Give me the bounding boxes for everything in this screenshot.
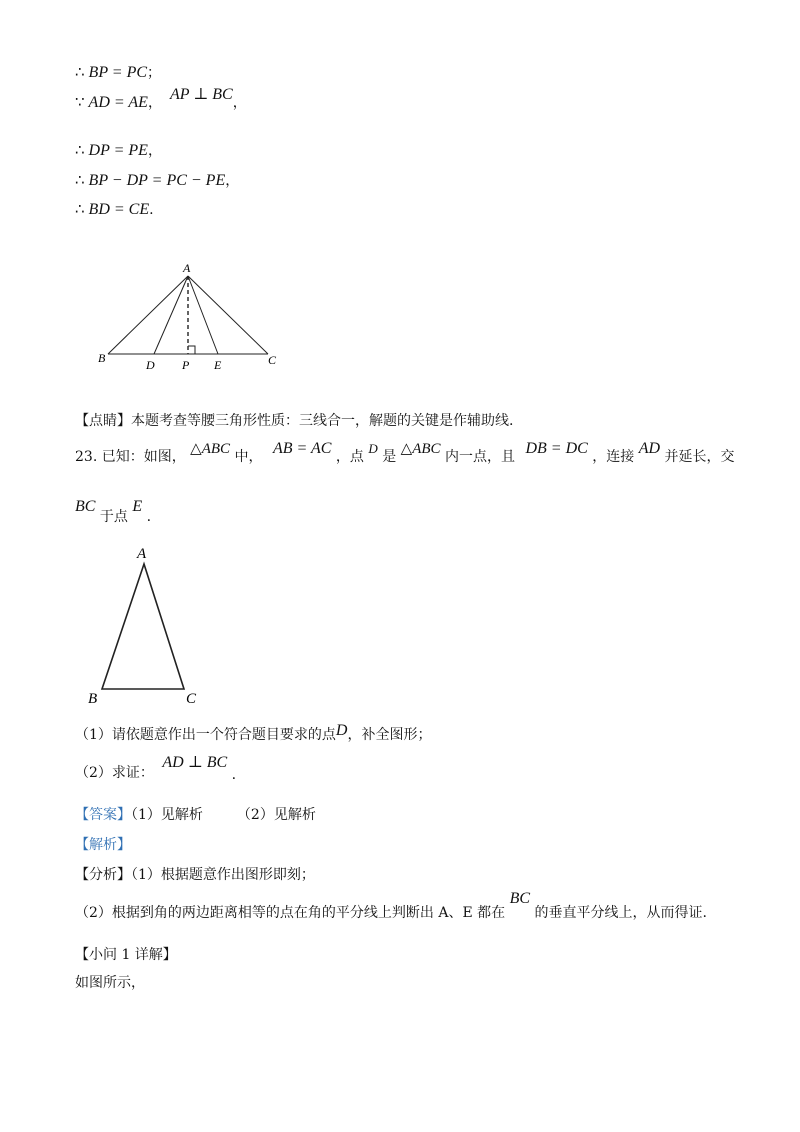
- text-segment: （1）请依题意作出一个符合题目要求的点: [75, 727, 336, 743]
- punctuation: ，: [232, 95, 247, 111]
- therefore-symbol: ∴: [75, 171, 85, 189]
- proof-line-1: [75, 62, 161, 82]
- answer-label: 【答案】: [75, 807, 131, 823]
- segment-AD: [154, 276, 188, 354]
- label-B: B: [98, 351, 106, 365]
- math-triangle: △ABC: [190, 441, 231, 457]
- math-expression: BP = PC: [88, 64, 148, 81]
- punctuation: .: [231, 767, 237, 783]
- fenxi-line: [75, 864, 315, 884]
- text-segment: ，补全图形；: [347, 727, 432, 743]
- label-A: A: [183, 261, 191, 275]
- text-segment: ，连接: [592, 449, 635, 465]
- text-segment: （2）根据到角的两边距离相等的点在角的平分线上判断出 A、E 都在: [75, 905, 506, 921]
- question-23-line-1: [75, 438, 734, 472]
- because-symbol: ∵: [75, 93, 85, 111]
- proof-line-3: [75, 140, 162, 160]
- text-segment: 中，: [234, 449, 263, 465]
- math-point: E: [132, 498, 143, 515]
- answer-line: [75, 804, 316, 824]
- text-segment: 是: [382, 449, 397, 465]
- sub-question-1: [75, 724, 431, 744]
- question-number: 23. 已知：如图，: [75, 449, 186, 465]
- label-A: A: [137, 546, 147, 562]
- text-segment: （2）求证：: [75, 765, 154, 781]
- label-C: C: [268, 353, 277, 367]
- sub-question-2: [75, 752, 236, 782]
- answer-1: （1）见解析: [131, 807, 203, 823]
- math-segment: AD: [638, 440, 661, 457]
- punctuation: ，: [225, 173, 240, 189]
- math-expression: BP − DP = PC − PE: [88, 172, 226, 189]
- segment-AC: [188, 276, 268, 354]
- triangle-ABC: [102, 564, 184, 689]
- punctuation: ，: [147, 95, 162, 111]
- math-expression: DB = DC: [525, 440, 588, 457]
- xiaowen-heading: 【小问 1 详解】: [75, 947, 177, 963]
- math-expression: AB = AC: [272, 440, 332, 457]
- punctuation: .: [149, 202, 154, 218]
- jiexi-label: 【解析】: [75, 837, 131, 853]
- math-expression: DP = PE: [88, 142, 148, 159]
- punctuation: ；: [147, 65, 162, 81]
- segment-AB: [108, 276, 188, 354]
- label-P: P: [182, 358, 190, 372]
- math-expression: AD ⊥ BC: [162, 754, 228, 771]
- math-expression: AD = AE: [88, 94, 148, 111]
- figure-isosceles-triangle-ABC: [80, 540, 220, 712]
- proof-line-4: [75, 170, 239, 190]
- fenxi-text: （1）根据题意作出图形即刻；: [131, 867, 315, 883]
- punctuation: .: [146, 509, 152, 525]
- fenxi-line-2: [75, 888, 707, 922]
- dianjing-note: 【点睛】本题考查等腰三角形性质：三线合一，解题的关键是作辅助线.: [75, 413, 514, 429]
- proof-line-2: [75, 86, 247, 112]
- label-B: B: [88, 691, 98, 707]
- label-C: C: [186, 691, 197, 707]
- label-D: D: [146, 358, 155, 372]
- math-segment: BC: [509, 890, 531, 907]
- fenxi-label: 【分析】: [75, 867, 131, 883]
- label-E: E: [214, 358, 222, 372]
- math-expression: BD = CE: [88, 201, 150, 218]
- question-23-line-2: [75, 496, 152, 525]
- math-expression: AP ⊥ BC: [169, 86, 233, 103]
- text-segment: 并延长，交: [664, 449, 735, 465]
- math-segment: BC: [75, 498, 96, 515]
- text-segment: 内一点，且: [444, 449, 515, 465]
- text-segment: 的垂直平分线上，从而得证.: [534, 905, 707, 921]
- therefore-symbol: ∴: [75, 200, 85, 218]
- right-angle-mark: [188, 346, 195, 354]
- proof-line-5: [75, 200, 154, 219]
- math-triangle: △ABC: [400, 441, 441, 457]
- rutu-text: 如图所示，: [75, 975, 145, 991]
- therefore-symbol: ∴: [75, 63, 85, 81]
- math-point: D: [368, 441, 378, 456]
- segment-AE: [188, 276, 218, 354]
- math-point: D: [335, 722, 348, 739]
- text-segment: ，点: [335, 449, 364, 465]
- punctuation: ，: [147, 143, 162, 159]
- therefore-symbol: ∴: [75, 141, 85, 159]
- figure-isosceles-triangle-with-altitude: [90, 258, 290, 378]
- text-segment: 于点: [99, 509, 128, 525]
- answer-2: （2）见解析: [236, 807, 316, 823]
